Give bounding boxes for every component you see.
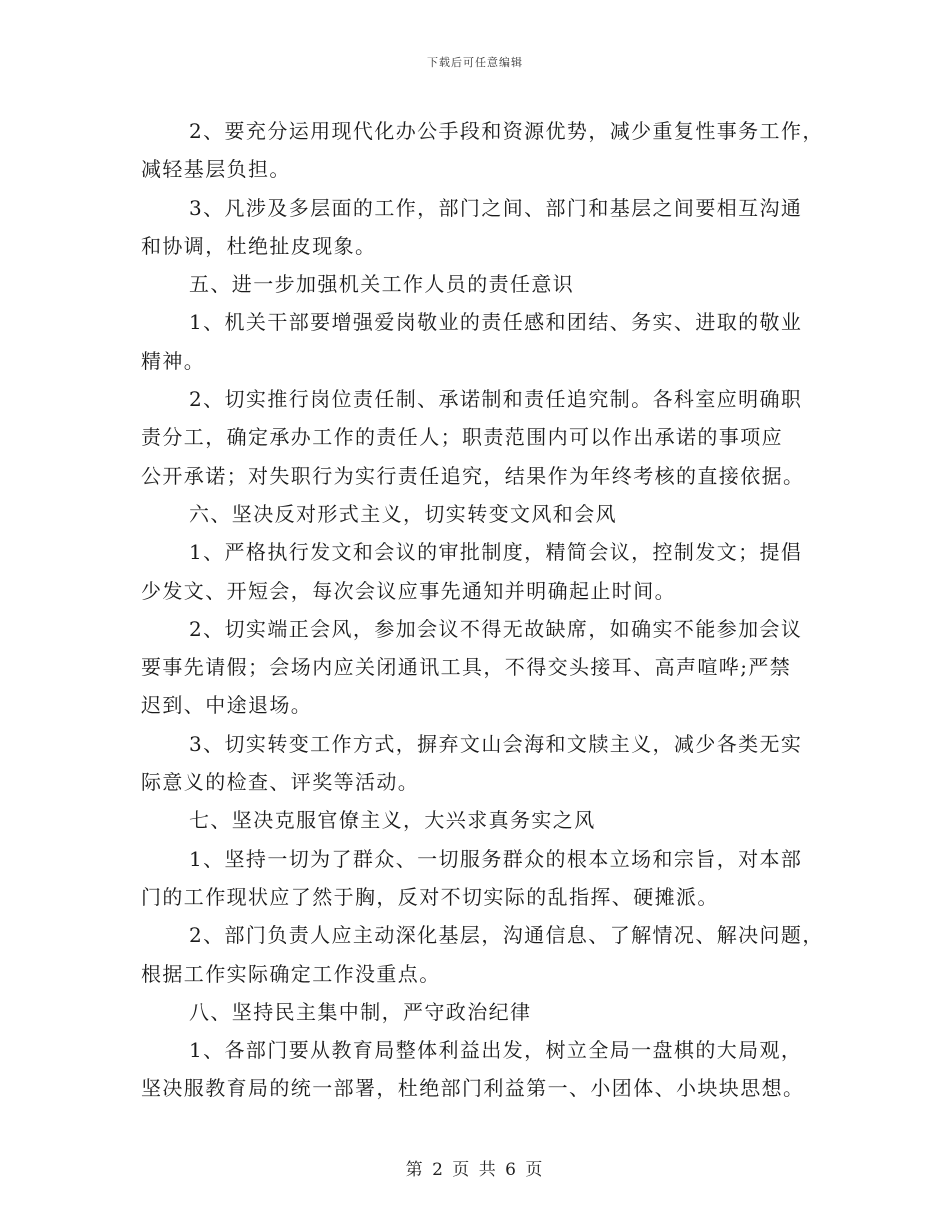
text-line: 责分工，确定承办工作的责任人；职责范围内可以作出承诺的事项应	[141, 425, 783, 450]
text-line: 根据工作实际确定工作没重点。	[141, 961, 441, 986]
text-line: 2、切实端正会风，参加会议不得无故缺席，如确实不能参加会议	[189, 616, 803, 641]
text-line: 门的工作现状应了然于胸，反对不切实际的乱指挥、硬摊派。	[141, 884, 719, 909]
text-line: 1、各部门要从教育局整体利益出发，树立全局一盘棋的大局观，	[189, 1038, 803, 1063]
text-line: 少发文、开短会，每次会议应事先通知并明确起止时间。	[141, 578, 676, 603]
text-line: 七、坚决克服官僚主义，大兴求真务实之风	[189, 808, 596, 833]
text-line: 2、部门负责人应主动深化基层，沟通信息、了解情况、解决问题，	[189, 923, 824, 948]
text-line: 六、坚决反对形式主义，切实转变文风和会风	[189, 501, 617, 526]
text-line: 减轻基层负担。	[141, 157, 291, 182]
text-line: 公开承诺；对失职行为实行责任追究，结果作为年终考核的直接依据。	[141, 463, 805, 488]
page-footer: 第 2 页 共 6 页	[405, 1160, 545, 1180]
text-line: 际意义的检查、评奖等活动。	[141, 770, 420, 795]
text-line: 3、切实转变工作方式，摒弃文山会海和文牍主义，减少各类无实	[189, 731, 803, 756]
text-line: 3、凡涉及多层面的工作，部门之间、部门和基层之间要相互沟通	[189, 195, 803, 220]
text-line: 精神。	[141, 348, 206, 373]
text-line: 1、严格执行发文和会议的审批制度，精简会议，控制发文；提倡	[189, 540, 803, 565]
page-header: 下载后可任意编辑	[427, 56, 523, 69]
text-line: 五、进一步加强机关工作人员的责任意识	[189, 272, 575, 297]
text-line: 2、切实推行岗位责任制、承诺制和责任追究制。各科室应明确职	[189, 387, 803, 412]
text-line: 1、机关干部要增强爱岗敬业的责任感和团结、务实、进取的敬业	[189, 310, 803, 335]
text-line: 1、坚持一切为了群众、一切服务群众的根本立场和宗旨，对本部	[189, 846, 803, 871]
text-line: 八、坚持民主集中制，严守政治纪律	[189, 999, 532, 1024]
document-body	[141, 112, 824, 1108]
text-line: 要事先请假；会场内应关闭通讯工具，不得交头接耳、高声喧哗;严禁	[141, 655, 792, 680]
text-line: 和协调，杜绝扯皮现象。	[141, 233, 377, 258]
text-line: 坚决服教育局的统一部署，杜绝部门利益第一、小团体、小块块思想。	[141, 1076, 805, 1101]
text-line: 2、要充分运用现代化办公手段和资源优势，减少重复性事务工作，	[189, 119, 824, 143]
text-line: 迟到、中途退场。	[141, 693, 313, 718]
